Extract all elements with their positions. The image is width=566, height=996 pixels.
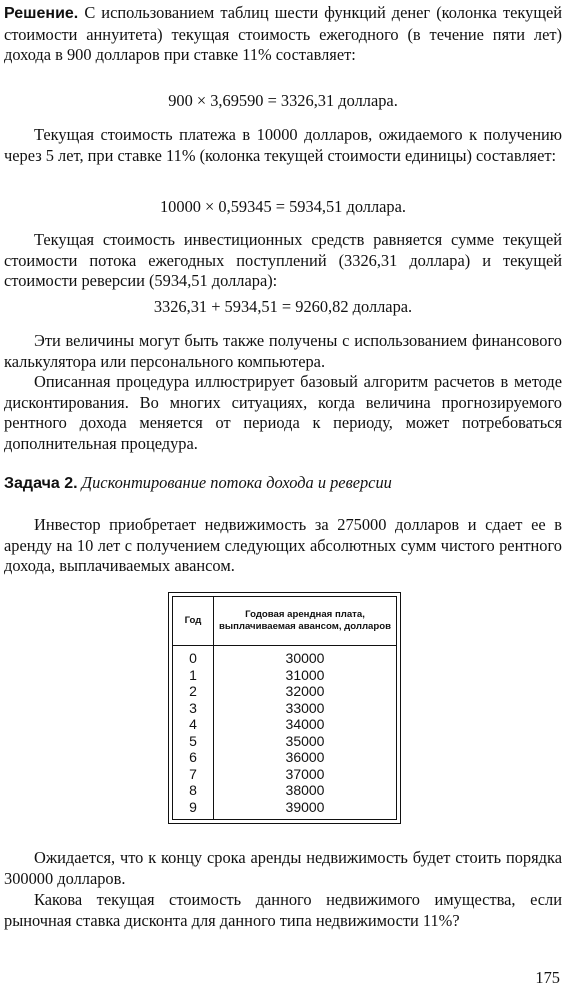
table-row	[173, 716, 397, 733]
paragraph-question: Какова текущая стоимость данного недвижимого имущества, если рыночная ставка дисконта для данного типа недвижимости 11%?	[4, 890, 562, 930]
table-cell-year: 4	[173, 716, 214, 733]
solution-paragraph	[4, 3, 562, 66]
task-heading	[4, 473, 562, 495]
paragraph-investor: Инвестор приобретает недвижимость за 275000 долларов и сдает ее в аренду на 10 лет с получением следующих абсолютных сумм чистого рентного дохода, выплачиваемых авансом.	[4, 515, 562, 575]
table-row	[173, 733, 397, 750]
table-cell-rent: 39000	[214, 799, 397, 820]
table-cell-year: 5	[173, 733, 214, 750]
table-cell-rent: 38000	[214, 782, 397, 799]
formula-total: 3326,31 + 5934,51 = 9260,82 доллара.	[153, 297, 413, 316]
paragraph-procedure: Описанная процедура иллюстрирует базовый алгоритм расчетов в методе дисконтирования. Во многих ситуациях, когда величина прогнозируемого рентного дохода меняется от периода к периоду, может потребоваться дополнительная процедура.	[4, 372, 562, 453]
table-cell-rent: 36000	[214, 749, 397, 766]
paragraph-calculator: Эти величины могут быть также получены с использованием финансового калькулятора или персонального компьютера.	[4, 331, 562, 371]
table-row	[173, 700, 397, 717]
task-label: Задача 2.	[4, 475, 78, 492]
table-row	[173, 799, 397, 820]
page-number: 175	[535, 968, 560, 987]
solution-label: Решение.	[4, 5, 79, 22]
table-cell-year: 2	[173, 683, 214, 700]
task-title: Дисконтирование потока дохода и реверсии	[81, 473, 392, 492]
table-cell-year: 8	[173, 782, 214, 799]
table-cell-year: 9	[173, 799, 214, 820]
table-cell-rent: 31000	[214, 667, 397, 684]
formula-reversion: 10000 × 0,59345 = 5934,51 доллара.	[159, 197, 406, 216]
table-cell-year: 6	[173, 749, 214, 766]
rent-table	[172, 596, 397, 820]
solution-text: С использованием таблиц шести функций денег (колонка текущей стоимости аннуитета) текущая стоимость ежегодного (в течение пяти лет) дохода в 900 долларов при ставке 11% составляет:	[4, 3, 562, 64]
table-row	[173, 646, 397, 667]
table-header-rent: Годовая арендная плата, выплачиваемая авансом, долларов	[214, 597, 397, 646]
table-header-year: Год	[173, 597, 214, 646]
table-cell-year: 0	[173, 646, 214, 667]
table-cell-rent: 37000	[214, 766, 397, 783]
table-header-row	[173, 597, 397, 646]
paragraph-total-value: Текущая стоимость инвестиционных средств равняется сумме текущей стоимости потока ежегодных поступлений (3326,31 доллара) и текущей стоимости реверсии (5934,51 доллара):	[4, 230, 562, 290]
table-row	[173, 749, 397, 766]
paragraph-reversion-value: Текущая стоимость платежа в 10000 долларов, ожидаемого к получению через 5 лет, при ставке 11% (колонка текущей стоимости единицы) составляет:	[4, 125, 562, 165]
table-cell-rent: 30000	[214, 646, 397, 667]
table-cell-rent: 33000	[214, 700, 397, 717]
formula-annuity: 900 × 3,69590 = 3326,31 доллара.	[168, 91, 398, 110]
table-row	[173, 782, 397, 799]
table-cell-year: 7	[173, 766, 214, 783]
paragraph-expected-value: Ожидается, что к концу срока аренды недвижимость будет стоить порядка 300000 долларов.	[4, 848, 562, 888]
table-row	[173, 667, 397, 684]
table-cell-rent: 35000	[214, 733, 397, 750]
table-cell-rent: 32000	[214, 683, 397, 700]
table-row	[173, 683, 397, 700]
table-cell-year: 1	[173, 667, 214, 684]
table-cell-year: 3	[173, 700, 214, 717]
table-row	[173, 766, 397, 783]
table-cell-rent: 34000	[214, 716, 397, 733]
